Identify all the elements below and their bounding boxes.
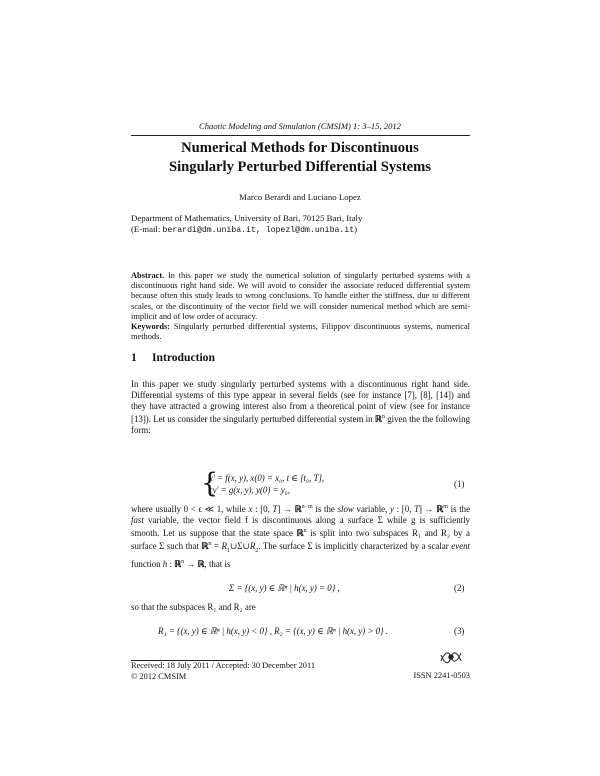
issn: ISSN 2241-0503 (413, 671, 470, 680)
copyright: © 2012 CMSIM (131, 672, 187, 681)
p2-e: variable, the vector field f is discontinuous along a surface Σ while g is sufficiently smooth. Let us suppose that the state space (131, 515, 470, 539)
abstract-text: In this paper we study the numerical solution of singularly perturbed systems with a discontinuous right hand side. We will avoid to consider the associate reduced differential system because often this study leads to wrong conclusions. To handle either the stiffness, due to different scales, or the discontinuity of the vector field we will consider numerical method which are semi-implicit and of low order of accuracy. (131, 271, 470, 321)
keywords-text: Singularly perturbed differential systems, Filippov discontinuous systems, numerical methods. (131, 322, 470, 342)
equation-1-line-1: x′ = f(x, y), x(0) = x₀, t ∈ [t₀, T], (209, 473, 325, 483)
footer (131, 660, 315, 682)
intro-text: In this paper we study singularly perturbed systems with a discontinuous right hand side. Differential systems of this type appear in several fields (see for instance [7], [8], [14]) and they have attracted a growing interest also from a theoretical point of view (see for instance [13]). Let us consider the singularly perturbed differential system in (131, 379, 470, 425)
p2-b: is the (315, 503, 335, 514)
intro-paragraph-3: so that the subspaces R₁ and R₂ are (131, 602, 256, 612)
email-suffix: ) (354, 223, 358, 234)
title-line-2: Singularly Perturbed Differential Systems (169, 159, 431, 175)
keywords-label: Keywords: (131, 322, 171, 332)
abstract-label: Abstract. (131, 271, 165, 280)
intro-text-end: given the the following form: (131, 414, 471, 436)
event-word: event (451, 541, 470, 552)
cmsim-logo-icon (439, 647, 463, 667)
equation-3: R₁ = {(x, y) ∈ ℝⁿ | h(x, y) < 0} , R₂ = {(x, y) ∈ ℝⁿ | h(x, y) > 0} . (158, 626, 389, 636)
section-title: Introduction (152, 351, 215, 364)
p2-d: is the (450, 503, 471, 514)
equation-1-number: (1) (454, 479, 465, 489)
affiliation-line: Department of Mathematics, University of Bari, 70125 Bari, Italy (131, 213, 363, 223)
email-line (131, 224, 471, 237)
section-heading (131, 351, 215, 364)
p2-c: variable, (356, 503, 388, 514)
fast-word: fast (131, 515, 144, 526)
email-addresses[interactable]: berardi@dm.uniba.it, lopezl@dm.uniba.it (162, 225, 355, 235)
equation-2: Σ = {(x, y) ∈ ℝⁿ | h(x, y) = 0} , (229, 583, 340, 593)
p2-i: that is (208, 559, 231, 570)
p2-a: where usually 0 < ϵ ≪ 1, while (131, 503, 246, 514)
equation-brace: { (201, 468, 219, 499)
journal-header: Chaotic Modeling and Simulation (CMSIM) 1: 3–15, 2012 (199, 121, 401, 131)
section-number: 1 (131, 351, 137, 364)
intro-paragraph-2: where usually 0 < ϵ ≪ 1, while x : [0, T] → ℝ$^{n-m}$ is the slow variable, y : [0, T] → ℝ$^m$ is the fast variable, the vector field f is discontinuous along a surface Σ while g is sufficiently smooth. Let us suppose that the state space ℝ$^n$ is split into two subspaces R₁ and R₂ by a surface Σ such that ℝ$^n$ = $R_1\cup\Sigma\cup R_2$. The surface Σ is implicitly characterized by a scalar event function h : ℝ$^n$ → ℝ, that is (131, 503, 471, 570)
equation-3-number: (3) (454, 626, 465, 636)
slow-word: slow (337, 503, 354, 514)
p2-g: The surface Σ is implicitly characterized by a scalar (262, 541, 449, 552)
email-prefix: (E-mail: (131, 223, 163, 234)
authors: Marco Berardi and Luciano Lopez (239, 192, 361, 202)
equation-1 (209, 473, 324, 497)
title-line-1: Numerical Methods for Discontinuous (181, 140, 419, 156)
intro-paragraph-1: In this paper we study singularly perturbed systems with a discontinuous right hand side. Differential systems of this type appear in several fields (see for instance [7], [8], [14]) and they have attracted a growing interest also from a theoretical point of view (see for instance [13]). Let us consider the singularly perturbed differential system in ℝ$^n$ given the the following form: (131, 379, 471, 436)
p2-h: function (131, 559, 161, 570)
header-rule (131, 135, 470, 136)
equation-2-number: (2) (454, 583, 465, 593)
paper-title (0, 139, 600, 177)
received-dates: Received: 18 July 2011 / Accepted: 30 December 2011 (131, 661, 316, 670)
abstract (131, 271, 470, 342)
affiliation (131, 213, 471, 236)
p2-f: is split into two subspaces R₁ and R₂ by a surface Σ such that (131, 528, 470, 552)
equation-1-line-2: ϵy′ = g(x, y), y(0) = y₀, (209, 484, 290, 495)
